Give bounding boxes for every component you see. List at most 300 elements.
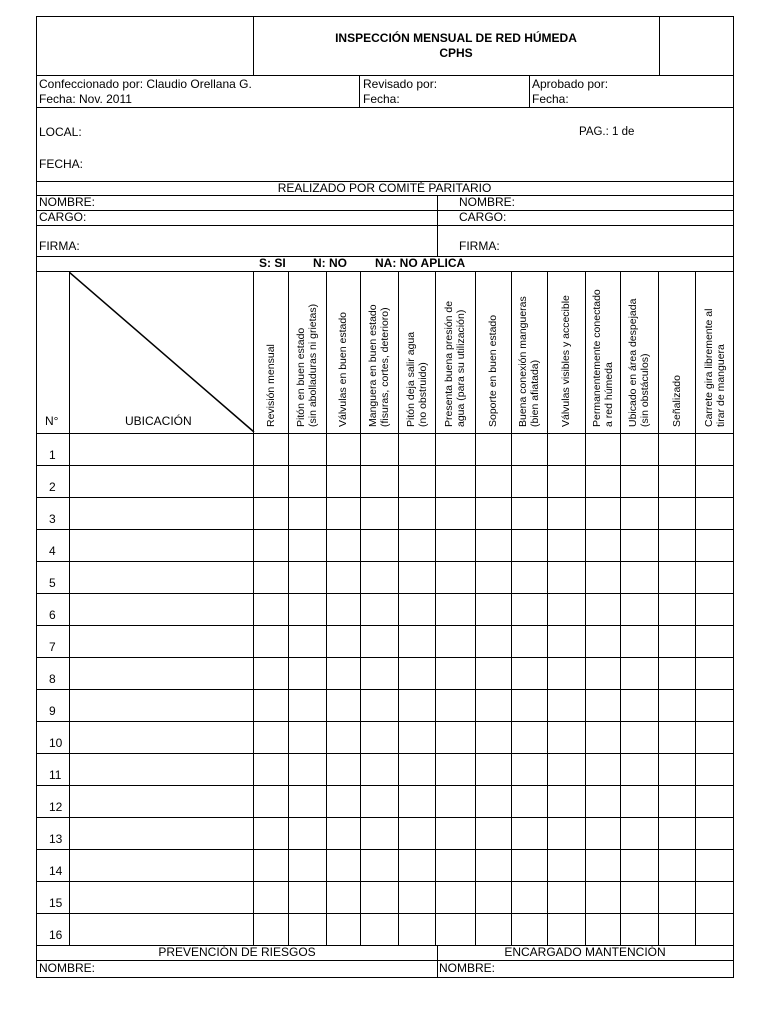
check-cell[interactable] [326, 530, 361, 561]
check-cell[interactable] [360, 498, 399, 529]
column-header-label: Ubicado en área despejada [627, 298, 639, 427]
check-cell[interactable] [326, 562, 361, 593]
check-cell[interactable] [511, 914, 548, 945]
column-header-label: Permanentemente conectado [590, 289, 603, 427]
check-cell[interactable] [658, 434, 696, 465]
table-row [36, 498, 734, 530]
check-cell[interactable] [398, 786, 436, 817]
check-cell[interactable] [620, 594, 659, 625]
check-cell[interactable] [398, 594, 436, 625]
check-cell[interactable] [326, 434, 361, 465]
check-cell[interactable] [547, 754, 586, 785]
check-cell[interactable] [435, 466, 476, 497]
header-column-divider [326, 272, 327, 433]
check-cell[interactable] [658, 882, 696, 913]
check-cell[interactable] [585, 658, 621, 689]
check-cell[interactable] [511, 818, 548, 849]
check-cell[interactable] [435, 594, 476, 625]
check-cell[interactable] [658, 818, 696, 849]
committee-names-row [36, 196, 734, 211]
check-cell[interactable] [585, 754, 621, 785]
location-cell[interactable] [69, 562, 70, 593]
committee-right-nombre: NOMBRE: [459, 195, 516, 209]
footer-right-title: ENCARGADO MANTENCIÓN [504, 945, 666, 959]
check-cell[interactable] [585, 690, 621, 721]
check-cell[interactable] [398, 754, 436, 785]
column-header-label: Carrete gira libremente al [703, 308, 715, 427]
table-row [36, 882, 734, 914]
approved-date: Fecha: [532, 92, 569, 106]
check-cell[interactable] [288, 882, 327, 913]
column-header-label: (fisuras, cortes, deterioro) [379, 307, 391, 427]
check-cell[interactable] [360, 914, 399, 945]
check-cell[interactable] [288, 594, 327, 625]
check-cell[interactable] [620, 530, 659, 561]
check-cell[interactable] [288, 658, 327, 689]
check-cell[interactable] [435, 818, 476, 849]
location-cell[interactable] [69, 850, 70, 881]
column-header-label: Pitón deja salir agua [404, 331, 417, 427]
location-cell[interactable] [69, 818, 70, 849]
header-column-divider [547, 272, 548, 433]
committee-title-row [36, 182, 734, 196]
header-column-divider [253, 272, 254, 433]
check-cell[interactable] [585, 530, 621, 561]
check-cell[interactable] [695, 658, 736, 689]
header-column-divider [585, 272, 586, 433]
check-cell[interactable] [547, 498, 586, 529]
check-cell[interactable] [288, 786, 327, 817]
check-cell[interactable] [360, 562, 399, 593]
check-cell[interactable] [511, 466, 548, 497]
location-cell[interactable] [69, 594, 70, 625]
check-cell[interactable] [326, 594, 361, 625]
check-cell[interactable] [695, 466, 736, 497]
check-cell[interactable] [475, 626, 512, 657]
table-header [36, 272, 734, 434]
location-cell[interactable] [69, 690, 70, 721]
check-cell[interactable] [253, 818, 289, 849]
check-cell[interactable] [475, 498, 512, 529]
check-cell[interactable] [695, 498, 736, 529]
location-cell[interactable] [69, 498, 70, 529]
column-header-label: a red húmeda [602, 362, 615, 427]
check-cell[interactable] [547, 850, 586, 881]
check-cell[interactable] [253, 850, 289, 881]
check-cell[interactable] [288, 754, 327, 785]
check-cell[interactable] [695, 818, 736, 849]
check-cell[interactable] [435, 690, 476, 721]
check-cell[interactable] [288, 818, 327, 849]
check-cell[interactable] [547, 466, 586, 497]
check-cell[interactable] [511, 562, 548, 593]
table-row [36, 594, 734, 626]
footer-left-title: PREVENCIÓN DE RIESGOS [158, 945, 316, 959]
committee-cargo-row [36, 211, 734, 226]
column-header-label: Válvulas visibles y accecible [560, 295, 572, 427]
check-cell[interactable] [253, 914, 289, 945]
column-header-label: Soporte en buen estado [487, 314, 499, 427]
row-number: 6 [49, 608, 56, 622]
location-cell[interactable] [69, 882, 70, 913]
location-cell[interactable] [69, 466, 70, 497]
check-cell[interactable] [620, 818, 659, 849]
check-cell[interactable] [658, 850, 696, 881]
check-cell[interactable] [360, 690, 399, 721]
check-cell[interactable] [620, 754, 659, 785]
check-cell[interactable] [695, 530, 736, 561]
committee-firma-row [36, 226, 734, 257]
check-cell[interactable] [658, 722, 696, 753]
check-cell[interactable] [658, 498, 696, 529]
fecha-label: FECHA: [39, 157, 84, 171]
check-cell[interactable] [511, 754, 548, 785]
check-cell[interactable] [547, 786, 586, 817]
check-cell[interactable] [360, 818, 399, 849]
check-cell[interactable] [253, 690, 289, 721]
location-cell[interactable] [69, 626, 70, 657]
check-cell[interactable] [511, 658, 548, 689]
legend-si: S: SI [259, 256, 286, 270]
check-cell[interactable] [695, 434, 736, 465]
check-cell[interactable] [585, 498, 621, 529]
page-label: PAG.: 1 de [579, 126, 635, 138]
check-cell[interactable] [360, 594, 399, 625]
check-cell[interactable] [547, 690, 586, 721]
check-cell[interactable] [475, 594, 512, 625]
check-cell[interactable] [326, 914, 361, 945]
num-header: N° [45, 414, 59, 428]
table-row [36, 626, 734, 658]
row-number: 2 [49, 480, 56, 494]
check-cell[interactable] [585, 914, 621, 945]
location-cell[interactable] [69, 914, 70, 945]
column-header-label: agua (para su utilización) [455, 309, 467, 427]
check-cell[interactable] [475, 850, 512, 881]
check-cell[interactable] [511, 722, 548, 753]
row-number: 12 [49, 800, 63, 814]
prepared-by: Confeccionado por: Claudio Orellana G. [39, 77, 252, 91]
check-cell[interactable] [326, 786, 361, 817]
check-cell[interactable] [435, 434, 476, 465]
column-header-label: Revisión mensual [264, 344, 277, 427]
check-cell[interactable] [547, 722, 586, 753]
check-cell[interactable] [475, 786, 512, 817]
check-cell[interactable] [547, 818, 586, 849]
header-column-divider [511, 272, 512, 433]
row-number: 10 [49, 736, 63, 750]
column-header-label: (bien afiatada) [529, 359, 541, 427]
check-cell[interactable] [620, 882, 659, 913]
column-header-label: Buena conexión mangueras [517, 296, 529, 427]
check-cell[interactable] [288, 914, 327, 945]
location-cell[interactable] [69, 786, 70, 817]
column-header-label: Manguera en buen estado [367, 304, 379, 427]
check-cell[interactable] [398, 434, 436, 465]
check-cell[interactable] [547, 434, 586, 465]
check-cell[interactable] [511, 530, 548, 561]
check-cell[interactable] [435, 722, 476, 753]
check-cell[interactable] [435, 658, 476, 689]
check-cell[interactable] [620, 722, 659, 753]
check-cell[interactable] [398, 722, 436, 753]
check-cell[interactable] [475, 466, 512, 497]
check-cell[interactable] [398, 626, 436, 657]
check-cell[interactable] [288, 466, 327, 497]
check-cell[interactable] [326, 818, 361, 849]
column-header-label: Señalizado [670, 375, 683, 427]
check-cell[interactable] [511, 850, 548, 881]
check-cell[interactable] [253, 466, 289, 497]
check-cell[interactable] [658, 658, 696, 689]
check-cell[interactable] [360, 850, 399, 881]
check-cell[interactable] [435, 626, 476, 657]
check-cell[interactable] [585, 466, 621, 497]
check-cell[interactable] [695, 562, 736, 593]
header-diagonal [69, 272, 255, 434]
column-header-label: Pitón en buen estado [295, 327, 307, 427]
check-cell[interactable] [288, 498, 327, 529]
check-cell[interactable] [695, 882, 736, 913]
header-column-divider [435, 272, 436, 433]
check-cell[interactable] [253, 562, 289, 593]
inspection-form [36, 16, 734, 978]
check-cell[interactable] [288, 690, 327, 721]
form-subtitle: CPHS [439, 46, 473, 60]
location-cell[interactable] [69, 434, 70, 465]
check-cell[interactable] [511, 882, 548, 913]
check-cell[interactable] [398, 690, 436, 721]
check-cell[interactable] [620, 498, 659, 529]
check-cell[interactable] [435, 882, 476, 913]
check-cell[interactable] [253, 882, 289, 913]
check-cell[interactable] [695, 626, 736, 657]
table-row [36, 434, 734, 466]
row-number: 11 [49, 768, 62, 782]
check-cell[interactable] [695, 786, 736, 817]
check-cell[interactable] [658, 466, 696, 497]
check-cell[interactable] [288, 722, 327, 753]
check-cell[interactable] [695, 594, 736, 625]
check-cell[interactable] [360, 434, 399, 465]
check-cell[interactable] [326, 466, 361, 497]
check-cell[interactable] [288, 530, 327, 561]
row-number: 7 [49, 640, 56, 654]
table-body [36, 434, 734, 946]
header-column-divider [288, 272, 289, 433]
check-cell[interactable] [475, 722, 512, 753]
check-cell[interactable] [585, 562, 621, 593]
form-title: INSPECCIÓN MENSUAL DE RED HÚMEDA [335, 31, 577, 45]
local-label: LOCAL: [39, 125, 82, 139]
check-cell[interactable] [253, 754, 289, 785]
check-cell[interactable] [253, 434, 289, 465]
location-cell[interactable] [69, 658, 70, 689]
check-cell[interactable] [585, 818, 621, 849]
check-cell[interactable] [695, 914, 736, 945]
check-cell[interactable] [326, 754, 361, 785]
check-cell[interactable] [620, 690, 659, 721]
check-cell[interactable] [253, 498, 289, 529]
check-cell[interactable] [511, 434, 548, 465]
check-cell[interactable] [398, 530, 436, 561]
check-cell[interactable] [620, 914, 659, 945]
row-number: 14 [49, 864, 63, 878]
check-cell[interactable] [253, 594, 289, 625]
check-cell[interactable] [475, 882, 512, 913]
approved-by: Aprobado por: [532, 77, 609, 91]
row-number: 13 [49, 832, 63, 846]
check-cell[interactable] [585, 882, 621, 913]
check-cell[interactable] [620, 626, 659, 657]
check-cell[interactable] [658, 754, 696, 785]
check-cell[interactable] [620, 434, 659, 465]
check-cell[interactable] [435, 914, 476, 945]
check-cell[interactable] [547, 658, 586, 689]
check-cell[interactable] [326, 658, 361, 689]
check-cell[interactable] [360, 658, 399, 689]
check-cell[interactable] [695, 690, 736, 721]
table-row [36, 754, 734, 786]
check-cell[interactable] [658, 594, 696, 625]
check-cell[interactable] [253, 658, 289, 689]
check-cell[interactable] [585, 626, 621, 657]
check-cell[interactable] [360, 466, 399, 497]
check-cell[interactable] [475, 530, 512, 561]
check-cell[interactable] [620, 786, 659, 817]
row-number: 16 [49, 928, 63, 942]
check-cell[interactable] [435, 786, 476, 817]
check-cell[interactable] [620, 562, 659, 593]
check-cell[interactable] [475, 690, 512, 721]
reviewed-date: Fecha: [363, 92, 400, 106]
check-cell[interactable] [398, 498, 436, 529]
committee-right-firma: FIRMA: [459, 239, 500, 253]
check-cell[interactable] [326, 498, 361, 529]
check-cell[interactable] [547, 594, 586, 625]
check-cell[interactable] [620, 658, 659, 689]
check-cell[interactable] [253, 786, 289, 817]
check-cell[interactable] [435, 498, 476, 529]
check-cell[interactable] [398, 562, 436, 593]
check-cell[interactable] [360, 754, 399, 785]
check-cell[interactable] [326, 690, 361, 721]
check-cell[interactable] [288, 434, 327, 465]
table-row [36, 658, 734, 690]
table-row [36, 690, 734, 722]
check-cell[interactable] [253, 722, 289, 753]
check-cell[interactable] [585, 434, 621, 465]
check-cell[interactable] [398, 466, 436, 497]
check-cell[interactable] [475, 818, 512, 849]
legend-no: N: NO [313, 256, 347, 270]
location-cell[interactable] [69, 722, 70, 753]
local-row [36, 108, 734, 182]
check-cell[interactable] [585, 722, 621, 753]
check-cell[interactable] [326, 882, 361, 913]
check-cell[interactable] [360, 530, 399, 561]
check-cell[interactable] [475, 754, 512, 785]
check-cell[interactable] [511, 498, 548, 529]
check-cell[interactable] [547, 914, 586, 945]
check-cell[interactable] [658, 626, 696, 657]
check-cell[interactable] [360, 626, 399, 657]
check-cell[interactable] [475, 914, 512, 945]
check-cell[interactable] [398, 658, 436, 689]
header-column-divider [658, 272, 659, 433]
check-cell[interactable] [475, 658, 512, 689]
check-cell[interactable] [620, 850, 659, 881]
check-cell[interactable] [288, 850, 327, 881]
check-cell[interactable] [326, 850, 361, 881]
check-cell[interactable] [475, 434, 512, 465]
check-cell[interactable] [288, 626, 327, 657]
check-cell[interactable] [658, 786, 696, 817]
table-row [36, 914, 734, 946]
check-cell[interactable] [253, 530, 289, 561]
check-cell[interactable] [658, 914, 696, 945]
check-cell[interactable] [360, 882, 399, 913]
row-number: 8 [49, 672, 56, 686]
check-cell[interactable] [547, 562, 586, 593]
check-cell[interactable] [326, 626, 361, 657]
check-cell[interactable] [695, 850, 736, 881]
check-cell[interactable] [658, 690, 696, 721]
committee-left-cargo: CARGO: [39, 210, 87, 224]
check-cell[interactable] [547, 626, 586, 657]
check-cell[interactable] [435, 530, 476, 561]
column-header-label: Válvulas en buen estado [337, 311, 349, 427]
check-cell[interactable] [547, 530, 586, 561]
check-cell[interactable] [435, 562, 476, 593]
check-cell[interactable] [326, 722, 361, 753]
check-cell[interactable] [658, 562, 696, 593]
check-cell[interactable] [435, 850, 476, 881]
check-cell[interactable] [435, 754, 476, 785]
check-cell[interactable] [585, 786, 621, 817]
check-cell[interactable] [475, 562, 512, 593]
check-cell[interactable] [398, 882, 436, 913]
location-cell[interactable] [69, 754, 70, 785]
row-number: 5 [49, 576, 56, 590]
check-cell[interactable] [398, 818, 436, 849]
check-cell[interactable] [695, 754, 736, 785]
row-number: 9 [49, 704, 56, 718]
header-column-divider [398, 272, 399, 433]
location-cell[interactable] [69, 530, 70, 561]
check-cell[interactable] [288, 562, 327, 593]
check-cell[interactable] [585, 850, 621, 881]
check-cell[interactable] [511, 690, 548, 721]
check-cell[interactable] [398, 850, 436, 881]
header-column-divider [695, 272, 696, 433]
check-cell[interactable] [658, 530, 696, 561]
check-cell[interactable] [360, 722, 399, 753]
check-cell[interactable] [511, 626, 548, 657]
check-cell[interactable] [360, 786, 399, 817]
column-header-label: (sin obstáculos) [639, 353, 651, 427]
check-cell[interactable] [398, 914, 436, 945]
check-cell[interactable] [620, 466, 659, 497]
check-cell[interactable] [585, 594, 621, 625]
check-cell[interactable] [511, 786, 548, 817]
check-cell[interactable] [547, 882, 586, 913]
legend-na: NA: NO APLICA [375, 256, 466, 270]
table-row [36, 562, 734, 594]
check-cell[interactable] [511, 594, 548, 625]
check-cell[interactable] [253, 626, 289, 657]
check-cell[interactable] [695, 722, 736, 753]
